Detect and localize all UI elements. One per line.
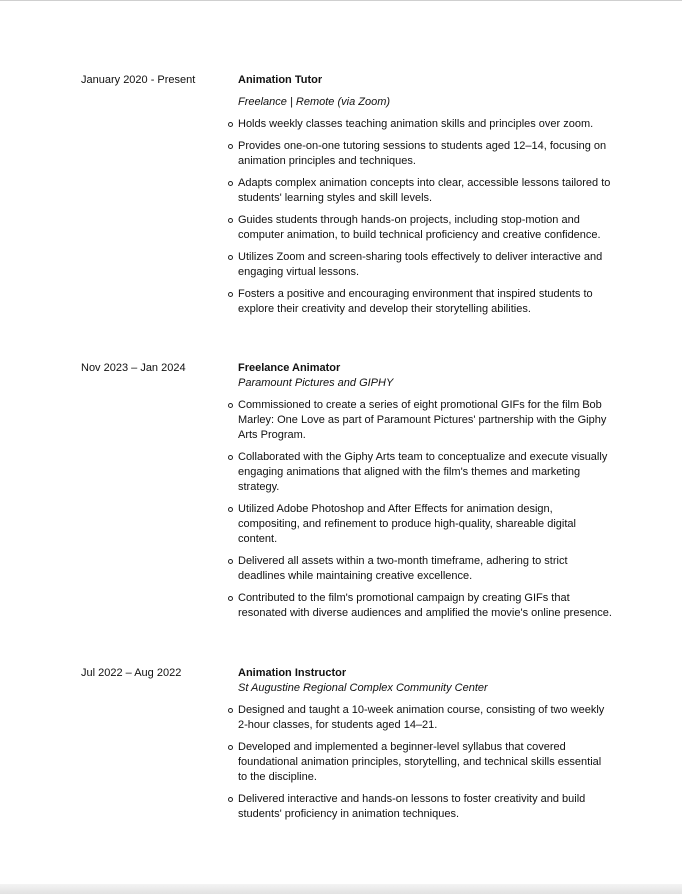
job-date: Nov 2023 – Jan 2024 [81, 362, 186, 374]
job-bullet-list [228, 398, 612, 628]
bullet-circle-icon [228, 797, 233, 802]
job-bullet [228, 502, 612, 547]
bullet-text: Designed and taught a 10-week animation course, consisting of two weekly 2-hour classes, for students aged 14–21. [238, 704, 605, 731]
bullet-circle-icon [228, 218, 233, 223]
job-organization: Paramount Pictures and GIPHY [238, 377, 394, 389]
job-bullet [228, 176, 612, 206]
job-bullet [228, 117, 612, 132]
bullet-text: Collaborated with the Giphy Arts team to conceptualize and execute visually engaging animations that aligned with the film's themes and marketing strategy. [238, 451, 608, 493]
job-organization: St Augustine Regional Complex Community Center [238, 682, 488, 694]
job-date: Jul 2022 – Aug 2022 [81, 667, 182, 679]
job-bullet [228, 591, 612, 621]
job-bullet [228, 287, 612, 317]
job-title: Animation Instructor [238, 667, 347, 679]
bullet-circle-icon [228, 181, 233, 186]
job-title: Freelance Animator [238, 362, 341, 374]
bullet-text: Adapts complex animation concepts into clear, accessible lessons tailored to students' learning styles and skill levels. [238, 177, 611, 204]
bullet-text: Holds weekly classes teaching animation skills and principles over zoom. [238, 118, 594, 130]
bullet-circle-icon [228, 122, 233, 127]
bullet-circle-icon [228, 745, 233, 750]
bullet-text: Commissioned to create a series of eight promotional GIFs for the film Bob Marley: One Love as part of Paramount Pictures' partnership with the Giphy Arts Program. [238, 399, 607, 441]
job-bullet-list [228, 703, 612, 829]
bullet-circle-icon [228, 559, 233, 564]
bullet-circle-icon [228, 708, 233, 713]
page-bottom-edge [0, 884, 682, 894]
job-bullet [228, 250, 612, 280]
job-bullet [228, 398, 612, 443]
job-bullet [228, 792, 612, 822]
bullet-circle-icon [228, 292, 233, 297]
bullet-text: Provides one-on-one tutoring sessions to students aged 12–14, focusing on animation principles and techniques. [238, 140, 607, 167]
bullet-circle-icon [228, 596, 233, 601]
bullet-circle-icon [228, 144, 233, 149]
job-bullet [228, 740, 612, 785]
job-bullet [228, 139, 612, 169]
bullet-text: Utilized Adobe Photoshop and After Effects for animation design, compositing, and refinement to produce high-quality, shareable digital content. [238, 503, 576, 545]
bullet-circle-icon [228, 455, 233, 460]
bullet-circle-icon [228, 507, 233, 512]
bullet-text: Guides students through hands-on projects, including stop-motion and computer animation, to build technical proficiency and creative confidence. [238, 214, 601, 241]
job-title: Animation Tutor [238, 74, 323, 86]
bullet-text: Contributed to the film's promotional campaign by creating GIFs that resonated with diverse audiences and amplified the movie's online presence. [238, 592, 612, 619]
job-bullet [228, 213, 612, 243]
job-date: January 2020 - Present [81, 74, 196, 86]
job-bullet [228, 554, 612, 584]
job-bullet [228, 450, 612, 495]
bullet-text: Delivered all assets within a two-month timeframe, adhering to strict deadlines while maintaining creative excellence. [238, 555, 568, 582]
bullet-text: Utilizes Zoom and screen-sharing tools effectively to deliver interactive and engaging virtual lessons. [238, 251, 603, 278]
bullet-text: Developed and implemented a beginner-level syllabus that covered foundational animation principles, storytelling, and technical skills essential to the discipline. [238, 741, 602, 783]
bullet-text: Fosters a positive and encouraging environment that inspired students to explore their creativity and develop their storytelling abilities. [238, 288, 593, 315]
bullet-circle-icon [228, 403, 233, 408]
bullet-circle-icon [228, 255, 233, 260]
bullet-text: Delivered interactive and hands-on lessons to foster creativity and build students' proficiency in animation techniques. [238, 793, 586, 820]
job-organization: Freelance | Remote (via Zoom) [238, 96, 391, 108]
job-bullet [228, 703, 612, 733]
job-bullet-list [228, 117, 612, 324]
